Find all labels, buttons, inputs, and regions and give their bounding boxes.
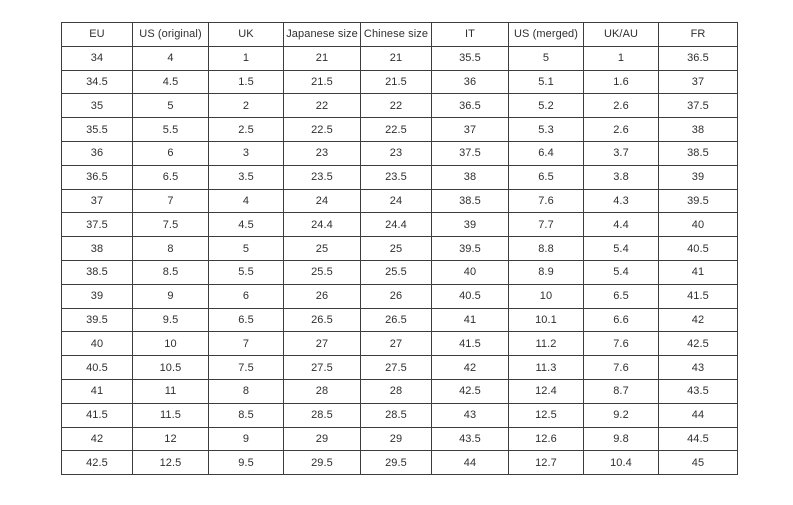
table-cell: 9 xyxy=(133,284,209,308)
table-cell: 38.5 xyxy=(659,141,738,165)
header-row xyxy=(62,23,738,47)
table-cell: 24.4 xyxy=(361,213,432,237)
table-cell: 27.5 xyxy=(284,356,361,380)
table-cell: 1 xyxy=(584,46,659,70)
table-cell: 6.5 xyxy=(209,308,284,332)
table-cell: 6.5 xyxy=(584,284,659,308)
table-cell: 39.5 xyxy=(62,308,133,332)
table-cell: 9.5 xyxy=(133,308,209,332)
table-cell: 42.5 xyxy=(432,379,509,403)
table-cell: 6.5 xyxy=(133,165,209,189)
table-cell: 6 xyxy=(209,284,284,308)
table-cell: 23 xyxy=(284,141,361,165)
table-cell: 9.5 xyxy=(209,451,284,475)
table-cell: 4.5 xyxy=(133,70,209,94)
table-cell: 44.5 xyxy=(659,427,738,451)
table-row xyxy=(62,451,738,475)
table-cell: 3.7 xyxy=(584,141,659,165)
table-cell: 7.6 xyxy=(584,356,659,380)
column-header: EU xyxy=(62,23,133,47)
table-body xyxy=(62,46,738,474)
table-row xyxy=(62,308,738,332)
table-cell: 41 xyxy=(432,308,509,332)
table-cell: 11 xyxy=(133,379,209,403)
table-cell: 5.5 xyxy=(133,118,209,142)
table-cell: 5 xyxy=(509,46,584,70)
table-cell: 25.5 xyxy=(284,260,361,284)
table-cell: 43 xyxy=(659,356,738,380)
table-cell: 26.5 xyxy=(361,308,432,332)
table-cell: 39 xyxy=(659,165,738,189)
column-header: UK xyxy=(209,23,284,47)
table-cell: 29 xyxy=(284,427,361,451)
table-cell: 28 xyxy=(284,379,361,403)
column-header: FR xyxy=(659,23,738,47)
table-cell: 12 xyxy=(133,427,209,451)
table-cell: 24 xyxy=(361,189,432,213)
table-cell: 2.6 xyxy=(584,94,659,118)
table-row xyxy=(62,70,738,94)
table-cell: 8.7 xyxy=(584,379,659,403)
table-cell: 4 xyxy=(209,189,284,213)
table-cell: 21 xyxy=(284,46,361,70)
table-cell: 40 xyxy=(432,260,509,284)
table-cell: 1 xyxy=(209,46,284,70)
table-cell: 25 xyxy=(361,237,432,261)
table-cell: 4.4 xyxy=(584,213,659,237)
table-cell: 27 xyxy=(361,332,432,356)
table-cell: 38 xyxy=(62,237,133,261)
table-cell: 8.8 xyxy=(509,237,584,261)
table-cell: 9 xyxy=(209,427,284,451)
table-cell: 41 xyxy=(659,260,738,284)
table-cell: 25 xyxy=(284,237,361,261)
table-cell: 40.5 xyxy=(62,356,133,380)
table-cell: 40 xyxy=(62,332,133,356)
table-cell: 38 xyxy=(659,118,738,142)
table-cell: 37.5 xyxy=(659,94,738,118)
table-cell: 8 xyxy=(209,379,284,403)
table-cell: 42.5 xyxy=(659,332,738,356)
table-cell: 27 xyxy=(284,332,361,356)
table-cell: 44 xyxy=(432,451,509,475)
table-cell: 39 xyxy=(432,213,509,237)
table-cell: 8.5 xyxy=(209,403,284,427)
table-row xyxy=(62,237,738,261)
table-cell: 37 xyxy=(432,118,509,142)
table-row xyxy=(62,284,738,308)
table-cell: 35.5 xyxy=(62,118,133,142)
shoe-size-conversion-table xyxy=(61,22,738,475)
table-cell: 23.5 xyxy=(284,165,361,189)
table-cell: 24.4 xyxy=(284,213,361,237)
table-cell: 35.5 xyxy=(432,46,509,70)
table-row xyxy=(62,213,738,237)
table-cell: 5.4 xyxy=(584,260,659,284)
table-cell: 8 xyxy=(133,237,209,261)
table-cell: 42 xyxy=(659,308,738,332)
table-cell: 1.6 xyxy=(584,70,659,94)
table-row xyxy=(62,379,738,403)
table-cell: 9.8 xyxy=(584,427,659,451)
table-cell: 6.4 xyxy=(509,141,584,165)
table-cell: 24 xyxy=(284,189,361,213)
table-cell: 12.5 xyxy=(509,403,584,427)
table-row xyxy=(62,46,738,70)
table-row xyxy=(62,260,738,284)
table-cell: 12.6 xyxy=(509,427,584,451)
table-cell: 27.5 xyxy=(361,356,432,380)
size-table xyxy=(61,22,738,475)
table-cell: 5 xyxy=(133,94,209,118)
table-cell: 11.3 xyxy=(509,356,584,380)
table-cell: 4.3 xyxy=(584,189,659,213)
table-cell: 10.1 xyxy=(509,308,584,332)
table-cell: 40.5 xyxy=(432,284,509,308)
table-cell: 40 xyxy=(659,213,738,237)
table-cell: 3.5 xyxy=(209,165,284,189)
table-cell: 11.2 xyxy=(509,332,584,356)
table-cell: 28.5 xyxy=(284,403,361,427)
table-cell: 25.5 xyxy=(361,260,432,284)
table-cell: 26 xyxy=(284,284,361,308)
table-cell: 34 xyxy=(62,46,133,70)
table-cell: 3 xyxy=(209,141,284,165)
table-cell: 21.5 xyxy=(284,70,361,94)
table-row xyxy=(62,165,738,189)
table-cell: 10 xyxy=(133,332,209,356)
table-cell: 5.1 xyxy=(509,70,584,94)
table-cell: 1.5 xyxy=(209,70,284,94)
table-cell: 10 xyxy=(509,284,584,308)
table-cell: 12.4 xyxy=(509,379,584,403)
table-cell: 36 xyxy=(432,70,509,94)
column-header: US (original) xyxy=(133,23,209,47)
table-cell: 34.5 xyxy=(62,70,133,94)
table-cell: 29.5 xyxy=(361,451,432,475)
table-cell: 43 xyxy=(432,403,509,427)
table-cell: 41.5 xyxy=(62,403,133,427)
table-cell: 42 xyxy=(432,356,509,380)
column-header: IT xyxy=(432,23,509,47)
table-cell: 26.5 xyxy=(284,308,361,332)
table-row xyxy=(62,403,738,427)
table-cell: 36 xyxy=(62,141,133,165)
table-cell: 22.5 xyxy=(284,118,361,142)
table-cell: 29.5 xyxy=(284,451,361,475)
table-row xyxy=(62,141,738,165)
table-cell: 28.5 xyxy=(361,403,432,427)
table-cell: 41.5 xyxy=(659,284,738,308)
table-cell: 40.5 xyxy=(659,237,738,261)
table-row xyxy=(62,427,738,451)
table-cell: 7.7 xyxy=(509,213,584,237)
table-head xyxy=(62,23,738,47)
table-cell: 2.6 xyxy=(584,118,659,142)
table-cell: 5 xyxy=(209,237,284,261)
table-row xyxy=(62,94,738,118)
table-cell: 29 xyxy=(361,427,432,451)
table-cell: 2.5 xyxy=(209,118,284,142)
table-cell: 5.4 xyxy=(584,237,659,261)
table-cell: 37.5 xyxy=(432,141,509,165)
table-cell: 6 xyxy=(133,141,209,165)
table-cell: 36.5 xyxy=(432,94,509,118)
table-cell: 12.5 xyxy=(133,451,209,475)
table-cell: 37 xyxy=(62,189,133,213)
table-cell: 23.5 xyxy=(361,165,432,189)
table-cell: 28 xyxy=(361,379,432,403)
table-cell: 39.5 xyxy=(659,189,738,213)
table-cell: 10.5 xyxy=(133,356,209,380)
table-row xyxy=(62,332,738,356)
table-cell: 5.3 xyxy=(509,118,584,142)
table-cell: 22 xyxy=(361,94,432,118)
table-cell: 38.5 xyxy=(62,260,133,284)
table-cell: 36.5 xyxy=(659,46,738,70)
table-cell: 6.6 xyxy=(584,308,659,332)
table-cell: 7 xyxy=(209,332,284,356)
column-header: UK/AU xyxy=(584,23,659,47)
table-cell: 43.5 xyxy=(432,427,509,451)
table-cell: 39 xyxy=(62,284,133,308)
table-cell: 5.5 xyxy=(209,260,284,284)
table-cell: 37 xyxy=(659,70,738,94)
table-cell: 5.2 xyxy=(509,94,584,118)
table-cell: 11.5 xyxy=(133,403,209,427)
table-row xyxy=(62,356,738,380)
table-cell: 44 xyxy=(659,403,738,427)
table-cell: 8.5 xyxy=(133,260,209,284)
table-cell: 21.5 xyxy=(361,70,432,94)
table-cell: 42 xyxy=(62,427,133,451)
table-cell: 37.5 xyxy=(62,213,133,237)
table-cell: 35 xyxy=(62,94,133,118)
table-cell: 45 xyxy=(659,451,738,475)
table-cell: 38 xyxy=(432,165,509,189)
table-cell: 2 xyxy=(209,94,284,118)
table-cell: 26 xyxy=(361,284,432,308)
column-header: US (merged) xyxy=(509,23,584,47)
table-cell: 3.8 xyxy=(584,165,659,189)
column-header: Japanese size xyxy=(284,23,361,47)
table-cell: 4.5 xyxy=(209,213,284,237)
table-cell: 7 xyxy=(133,189,209,213)
table-cell: 39.5 xyxy=(432,237,509,261)
table-cell: 6.5 xyxy=(509,165,584,189)
table-cell: 10.4 xyxy=(584,451,659,475)
table-cell: 41 xyxy=(62,379,133,403)
table-cell: 22 xyxy=(284,94,361,118)
table-cell: 7.6 xyxy=(509,189,584,213)
table-cell: 22.5 xyxy=(361,118,432,142)
table-cell: 23 xyxy=(361,141,432,165)
table-cell: 36.5 xyxy=(62,165,133,189)
table-cell: 7.5 xyxy=(133,213,209,237)
table-cell: 7.5 xyxy=(209,356,284,380)
table-cell: 41.5 xyxy=(432,332,509,356)
table-cell: 38.5 xyxy=(432,189,509,213)
table-cell: 7.6 xyxy=(584,332,659,356)
table-cell: 43.5 xyxy=(659,379,738,403)
table-cell: 8.9 xyxy=(509,260,584,284)
table-cell: 9.2 xyxy=(584,403,659,427)
table-cell: 12.7 xyxy=(509,451,584,475)
column-header: Chinese size xyxy=(361,23,432,47)
table-cell: 21 xyxy=(361,46,432,70)
table-cell: 42.5 xyxy=(62,451,133,475)
table-cell: 4 xyxy=(133,46,209,70)
table-row xyxy=(62,189,738,213)
table-row xyxy=(62,118,738,142)
